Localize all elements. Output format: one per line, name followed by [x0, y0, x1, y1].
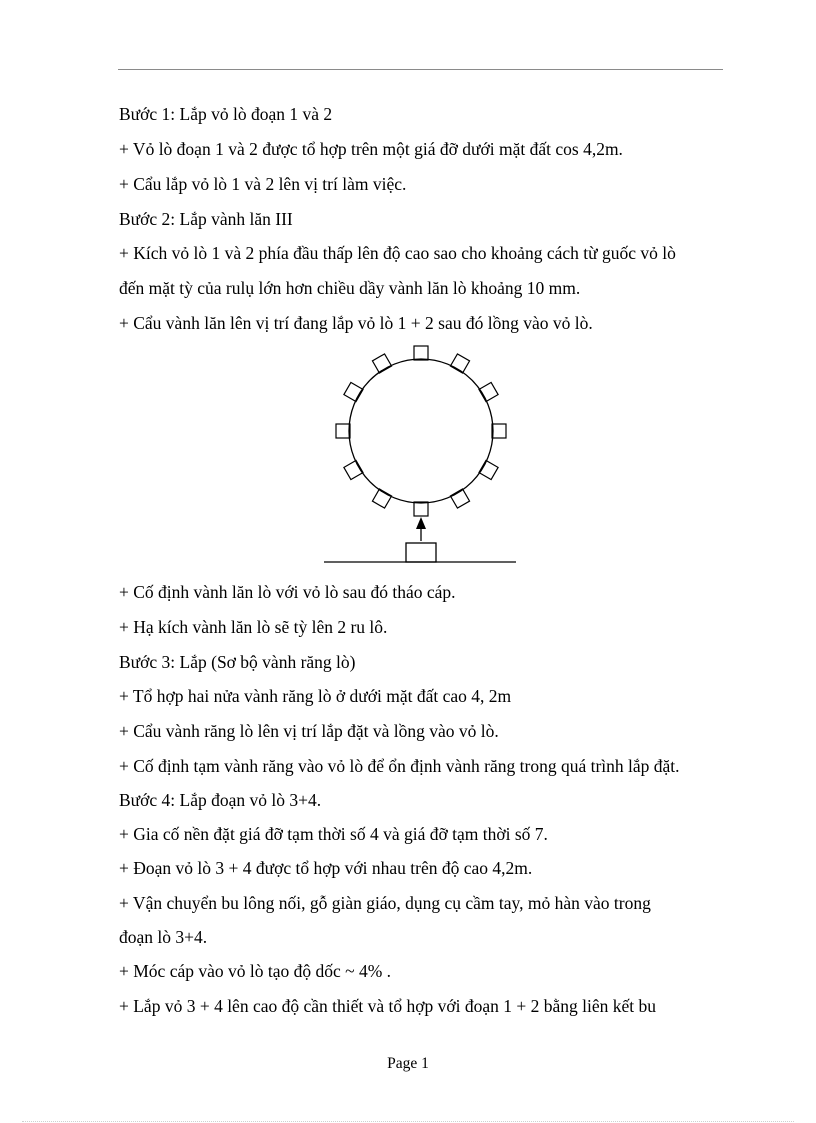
step-1-line-1: + Vỏ lò đoạn 1 và 2 được tổ hợp trên một giá đỡ dưới mặt đất cos 4,2m.: [119, 139, 623, 159]
step-1-heading: Bước 1: Lắp vỏ lò đoạn 1 và 2: [119, 104, 333, 124]
page-number: Page 1: [387, 1055, 429, 1072]
support-shoe: [414, 346, 428, 360]
kiln-shell-circle: [349, 359, 493, 503]
step-3-line-3: + Cố định tạm vành răng vào vỏ lò để ổn định vành răng trong quá trình lắp đặt.: [119, 756, 680, 776]
step-3-heading: Bước 3: Lắp (Sơ bộ vành răng lò): [119, 652, 356, 672]
step-2-line-2: đến mặt tỳ của rulụ lớn hơn chiều dầy vành lăn lò khoảng 10 mm.: [119, 278, 581, 298]
step-4-line-2: + Đoạn vỏ lò 3 + 4 được tổ hợp với nhau trên độ cao 4,2m.: [119, 858, 533, 878]
up-arrow-icon: [416, 517, 426, 529]
step-3-line-2: + Cẩu vành răng lò lên vị trí lắp đặt và lồng vào vỏ lò.: [119, 721, 499, 741]
step-2-heading: Bước 2: Lắp vành lăn III: [119, 209, 293, 229]
support-shoe: [414, 502, 428, 516]
support-shoe: [492, 424, 506, 438]
step-4-heading: Bước 4: Lắp đoạn vỏ lò 3+4.: [119, 790, 322, 810]
step-1-line-2: + Cẩu lắp vỏ lò 1 và 2 lên vị trí làm việc.: [119, 174, 407, 194]
step-2-line-1: + Kích vỏ lò 1 và 2 phía đầu thấp lên độ cao sao cho khoảng cách từ guốc vỏ lò: [119, 243, 676, 263]
step-4-line-4: + Móc cáp vào vỏ lò tạo độ dốc ~ 4% .: [119, 961, 392, 981]
step-3-line-1: + Tổ hợp hai nửa vành răng lò ở dưới mặt đất cao 4, 2m: [119, 686, 512, 706]
fix-tire-line: + Cố định vành lăn lò với vỏ lò sau đó tháo cáp.: [119, 582, 456, 602]
lower-jack-line: + Hạ kích vành lăn lò sẽ tỳ lên 2 ru lô.: [119, 617, 388, 637]
step-4-line-3-cont: đoạn lò 3+4.: [119, 927, 208, 947]
shoe-group: [336, 346, 506, 516]
step-4-line-5: + Lắp vỏ 3 + 4 lên cao độ cần thiết và tổ hợp với đoạn 1 + 2 bằng liên kết bu: [119, 996, 657, 1016]
step-4-line-1: + Gia cố nền đặt giá đỡ tạm thời số 4 và giá đỡ tạm thời số 7.: [119, 824, 548, 844]
step-4-line-3: + Vận chuyển bu lông nối, gỗ giàn giáo, dụng cụ cầm tay, mỏ hàn vào trong: [119, 893, 651, 913]
jack-block: [406, 543, 436, 562]
support-shoe: [336, 424, 350, 438]
step-2-line-3: + Cẩu vành lăn lên vị trí đang lắp vỏ lò 1 + 2 sau đó lồng vào vỏ lò.: [119, 313, 593, 333]
footer-rule: [22, 1121, 794, 1122]
